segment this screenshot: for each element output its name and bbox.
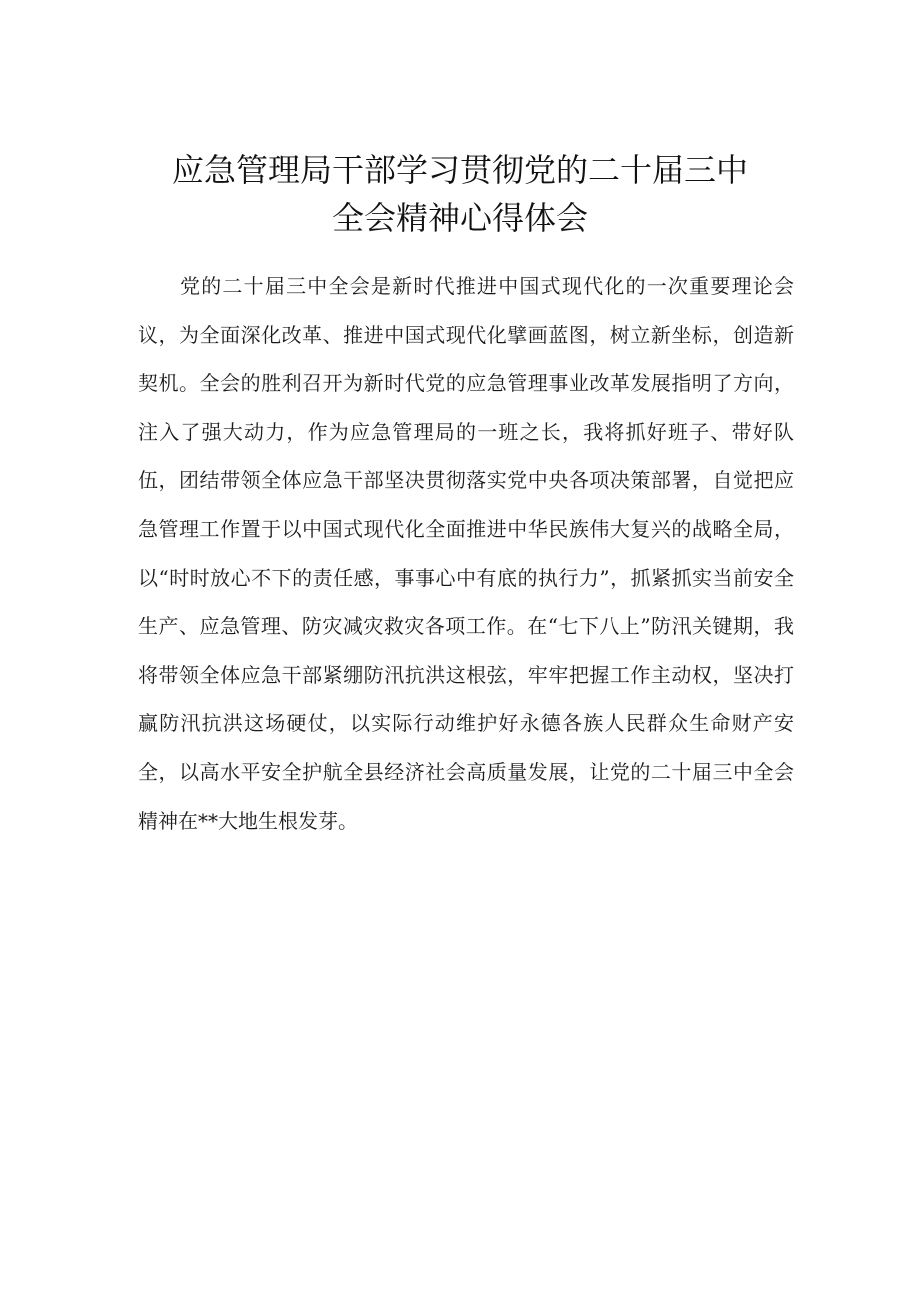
- body-paragraph: 党的二十届三中全会是新时代推进中国式现代化的一次重要理论会议，为全面深化改革、推进中国式现代化擘画蓝图，树立新坐标，创造新契机。全会的胜利召开为新时代党的应急管理事业改革发展指明了方向，注入了强大动力，作为应急管理局的一班之长，我将抓好班子、带好队伍，团结带领全体应急干部坚决贯彻落实党中央各项决策部署，自觉把应急管理工作置于以中国式现代化全面推进中华民族伟大复兴的战略全局，以“时时放心不下的责任感，事事心中有底的执行力”，抓紧抓实当前安全生产、应急管理、防灾减灾救灾各项工作。在“七下八上”防汛关键期，我将带领全体应急干部紧绷防汛抗洪这根弦，牢牢把握工作主动权，坚决打赢防汛抗洪这场硬仗，以实际行动维护好永德各族人民群众生命财产安全，以高水平安全护航全县经济社会高质量发展，让党的二十届三中全会精神在**大地生根发芽。: [138, 274, 794, 833]
- title-line-1: 应急管理局干部学习贯彻党的二十届三中: [171, 151, 748, 189]
- title-line-2: 全会精神心得体会: [331, 199, 588, 237]
- document-title: [100, 146, 820, 242]
